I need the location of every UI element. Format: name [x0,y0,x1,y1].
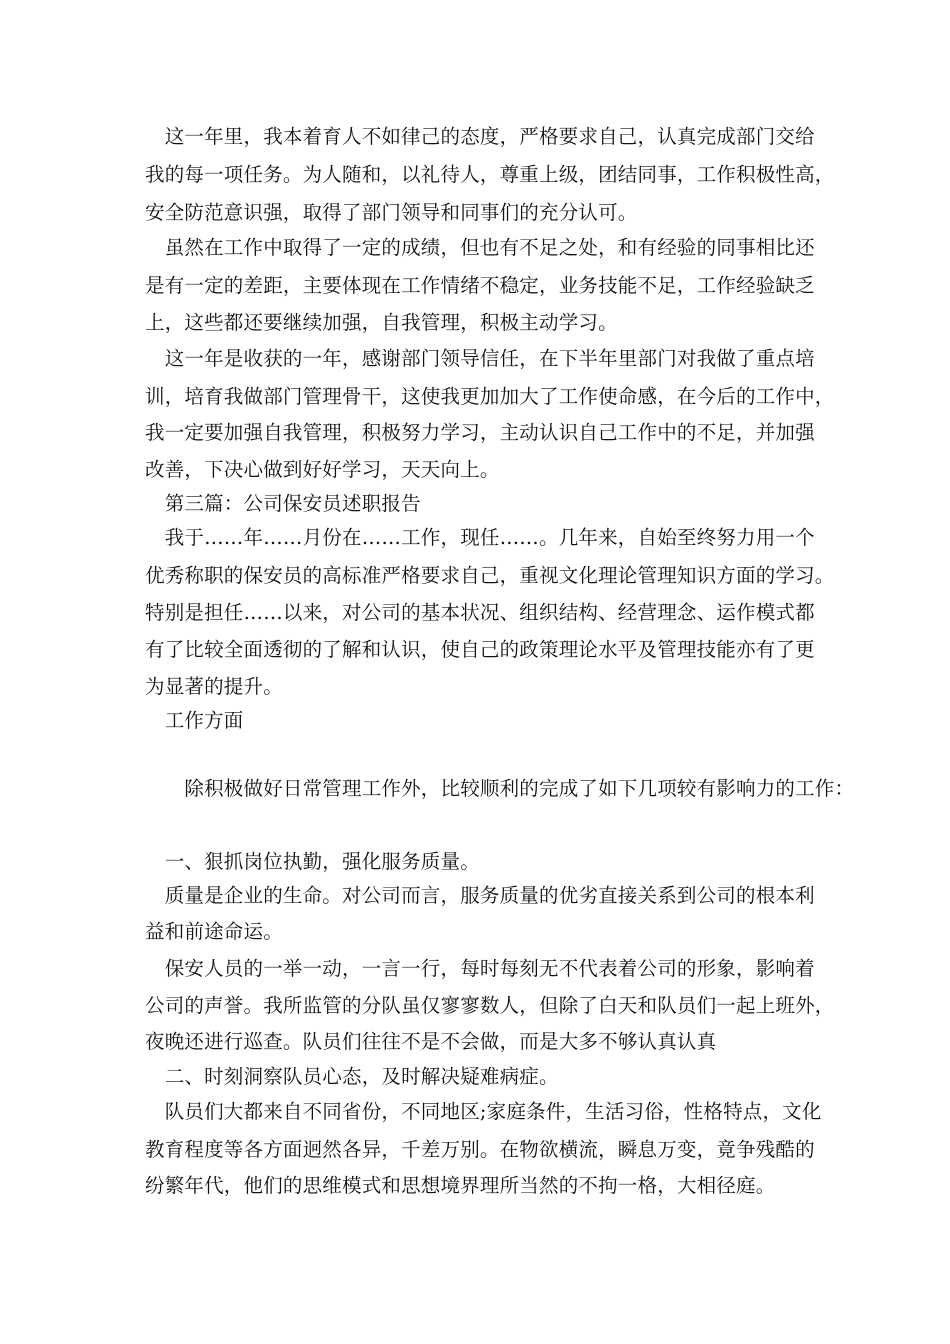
paragraph-line: 保安人员的一举一动，一言一行，每时每刻无不代表着公司的形象，影响着 [145,957,815,980]
paragraph-line: 公司的声誉。我所监管的分队虽仅寥寥数人，但除了白天和队员们一起上班外， [145,994,835,1017]
paragraph-line: 虽然在工作中取得了一定的成绩，但也有不足之处，和有经验的同事相比还 [145,236,815,259]
paragraph-line: 特别是担任……以来，对公司的基本状况、组织结构、经营理念、运作模式都 [145,601,815,624]
paragraph-line: 质量是企业的生命。对公司而言，服务质量的优劣直接关系到公司的根本利 [145,884,815,907]
paragraph-line: 益和前途命运。 [145,920,283,943]
subsection-heading: 工作方面 [145,709,244,732]
section-heading: 第三篇：公司保安员述职报告 [145,492,421,515]
paragraph-line: 我一定要加强自我管理，积极努力学习，主动认识自己工作中的不足，并加强 [145,421,815,444]
paragraph-line: 是有一定的差距，主要体现在工作情绪不稳定，业务技能不足，工作经验缺乏 [145,274,815,297]
paragraph-line: 优秀称职的保安员的高标准严格要求自己，重视文化理论管理知识方面的学习。 [145,564,835,587]
paragraph-line: 上，这些都还要继续加强，自我管理，积极主动学习。 [145,311,618,334]
paragraph-line: 这一年里，我本着育人不如律己的态度，严格要求自己，认真完成部门交给 [145,125,815,148]
paragraph-line: 这一年是收获的一年，感谢部门领导信任，在下半年里部门对我做了重点培 [145,347,815,370]
paragraph-line: 我的每一项任务。为人随和，以礼待人，尊重上级，团结同事，工作积极性高， [145,163,835,186]
paragraph-line: 为显著的提升。 [145,675,283,698]
subsection-heading: 二、时刻洞察队员心态，及时解决疑难病症。 [145,1065,559,1088]
paragraph-line: 除积极做好日常管理工作外，比较顺利的完成了如下几项较有影响力的工作： [145,777,855,800]
paragraph-line: 教育程度等各方面迥然各异，千差万别。在物欲横流，瞬息万变，竟争残酷的 [145,1138,815,1161]
subsection-heading: 一、狠抓岗位执勤，强化服务质量。 [145,850,480,873]
paragraph-line: 我于……年……月份在……工作，现任……。几年来，自始至终努力用一个 [145,526,815,549]
paragraph-line: 训，培育我做部门管理骨干，这使我更加加大了工作使命感，在今后的工作中， [145,385,835,408]
paragraph-line: 夜晚还进行巡查。队员们往往不是不会做，而是大多不够认真认真 [145,1030,717,1053]
paragraph-line: 安全防范意识强，取得了部门领导和同事们的充分认可。 [145,201,638,224]
paragraph-line: 有了比较全面透彻的了解和认识，使自己的政策理论水平及管理技能亦有了更 [145,638,815,661]
paragraph-line: 纷繁年代，他们的思维模式和思想境界理所当然的不拘一格，大相径庭。 [145,1174,776,1197]
paragraph-line: 队员们大都来自不同省份，不同地区;家庭条件，生活习俗，性格特点，文化 [145,1100,822,1123]
paragraph-line: 改善，下决心做到好好学习，天天向上。 [145,458,500,481]
